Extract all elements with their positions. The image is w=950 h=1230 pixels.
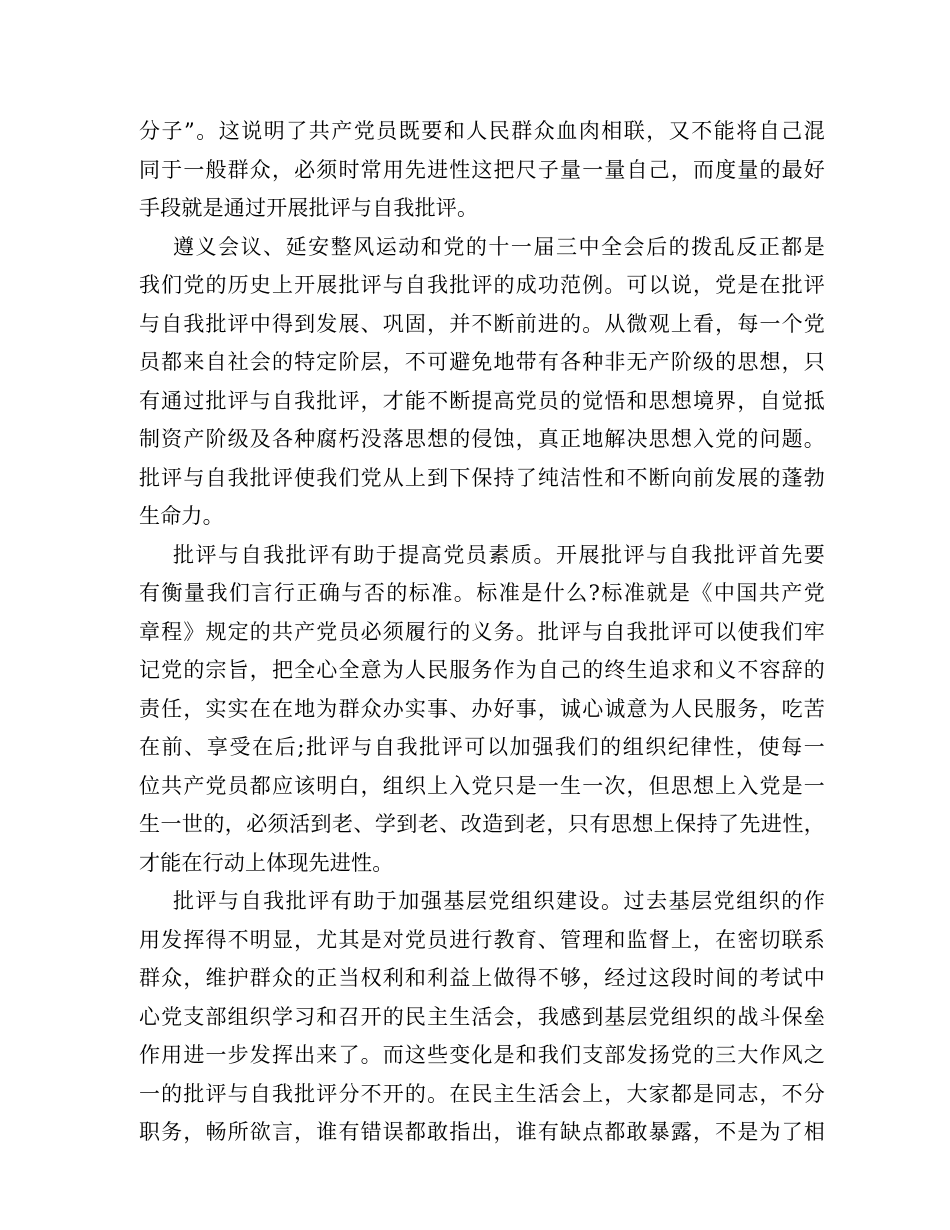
text-line: 群众，维护群众的正当权利和利益上做得不够，经过这段时间的考试中 bbox=[139, 966, 825, 990]
text-line: 章程》规定的共产党员必须履行的义务。批评与自我批评可以使我们牢 bbox=[139, 619, 825, 644]
text-line: 分子”。这说明了共产党员既要和人民群众血肉相联，又不能将自己混 bbox=[139, 119, 825, 143]
text-line: 同于一般群众，必须时常用先进性这把尺子量一量自己，而度量的最好 bbox=[139, 157, 825, 182]
text-line: 遵义会议、延安整风运动和党的十一届三中全会后的拨乱反正都是 bbox=[173, 234, 825, 259]
text-line: 在前、享受在后;批评与自我批评可以加强我们的组织纪律性，使每一 bbox=[139, 735, 825, 759]
text-line: 心党支部组织学习和召开的民主生活会，我感到基层党组织的战斗保垒 bbox=[139, 1004, 825, 1029]
document-page bbox=[139, 112, 825, 1152]
text-line: 批评与自我批评有助于加强基层党组织建设。过去基层党组织的作 bbox=[173, 889, 825, 913]
text-line: 生命力。 bbox=[139, 504, 224, 528]
text-line: 职务，畅所欲言，谁有错误都敢指出，谁有缺点都敢暴露，不是为了相 bbox=[139, 1120, 825, 1144]
text-line: 记党的宗旨，把全心全意为人民服务作为自己的终生追求和义不容辞的 bbox=[139, 658, 825, 682]
text-line: 员都来自社会的特定阶层，不可避免地带有各种非无产阶级的思想，只 bbox=[139, 350, 825, 374]
text-line: 批评与自我批评有助于提高党员素质。开展批评与自我批评首先要 bbox=[173, 542, 825, 567]
text-line: 制资产阶级及各种腐朽没落思想的侵蚀，真正地解决思想入党的问题。 bbox=[139, 427, 825, 451]
text-line: 生一世的，必须活到老、学到老、改造到老，只有思想上保持了先进性， bbox=[139, 812, 825, 836]
text-line: 责任，实实在在地为群众办实事、办好事，诚心诚意为人民服务，吃苦 bbox=[139, 696, 825, 721]
text-line: 我们党的历史上开展批评与自我批评的成功范例。可以说，党是在批评 bbox=[139, 273, 825, 297]
text-line: 批评与自我批评使我们党从上到下保持了纯洁性和不断向前发展的蓬勃 bbox=[139, 465, 825, 490]
text-line: 手段就是通过开展批评与自我批评。 bbox=[139, 196, 479, 220]
text-line: 作用进一步发挥出来了。而这些变化是和我们支部发扬党的三大作风之 bbox=[139, 1043, 825, 1067]
text-line: 与自我批评中得到发展、巩固，并不断前进的。从微观上看，每一个党 bbox=[139, 311, 825, 336]
text-line: 一的批评与自我批评分不开的。在民主生活会上，大家都是同志，不分 bbox=[139, 1081, 825, 1106]
text-line: 才能在行动上体现先进性。 bbox=[139, 850, 394, 875]
text-line: 位共产党员都应该明白，组织上入党只是一生一次，但思想上入党是一 bbox=[139, 773, 825, 798]
text-line: 有衡量我们言行正确与否的标准。标准是什么?标准就是《中国共产党 bbox=[139, 581, 825, 605]
text-line: 用发挥得不明显，尤其是对党员进行教育、管理和监督上，在密切联系 bbox=[139, 927, 825, 952]
text-line: 有通过批评与自我批评，才能不断提高党员的觉悟和思想境界，自觉抵 bbox=[139, 388, 825, 413]
